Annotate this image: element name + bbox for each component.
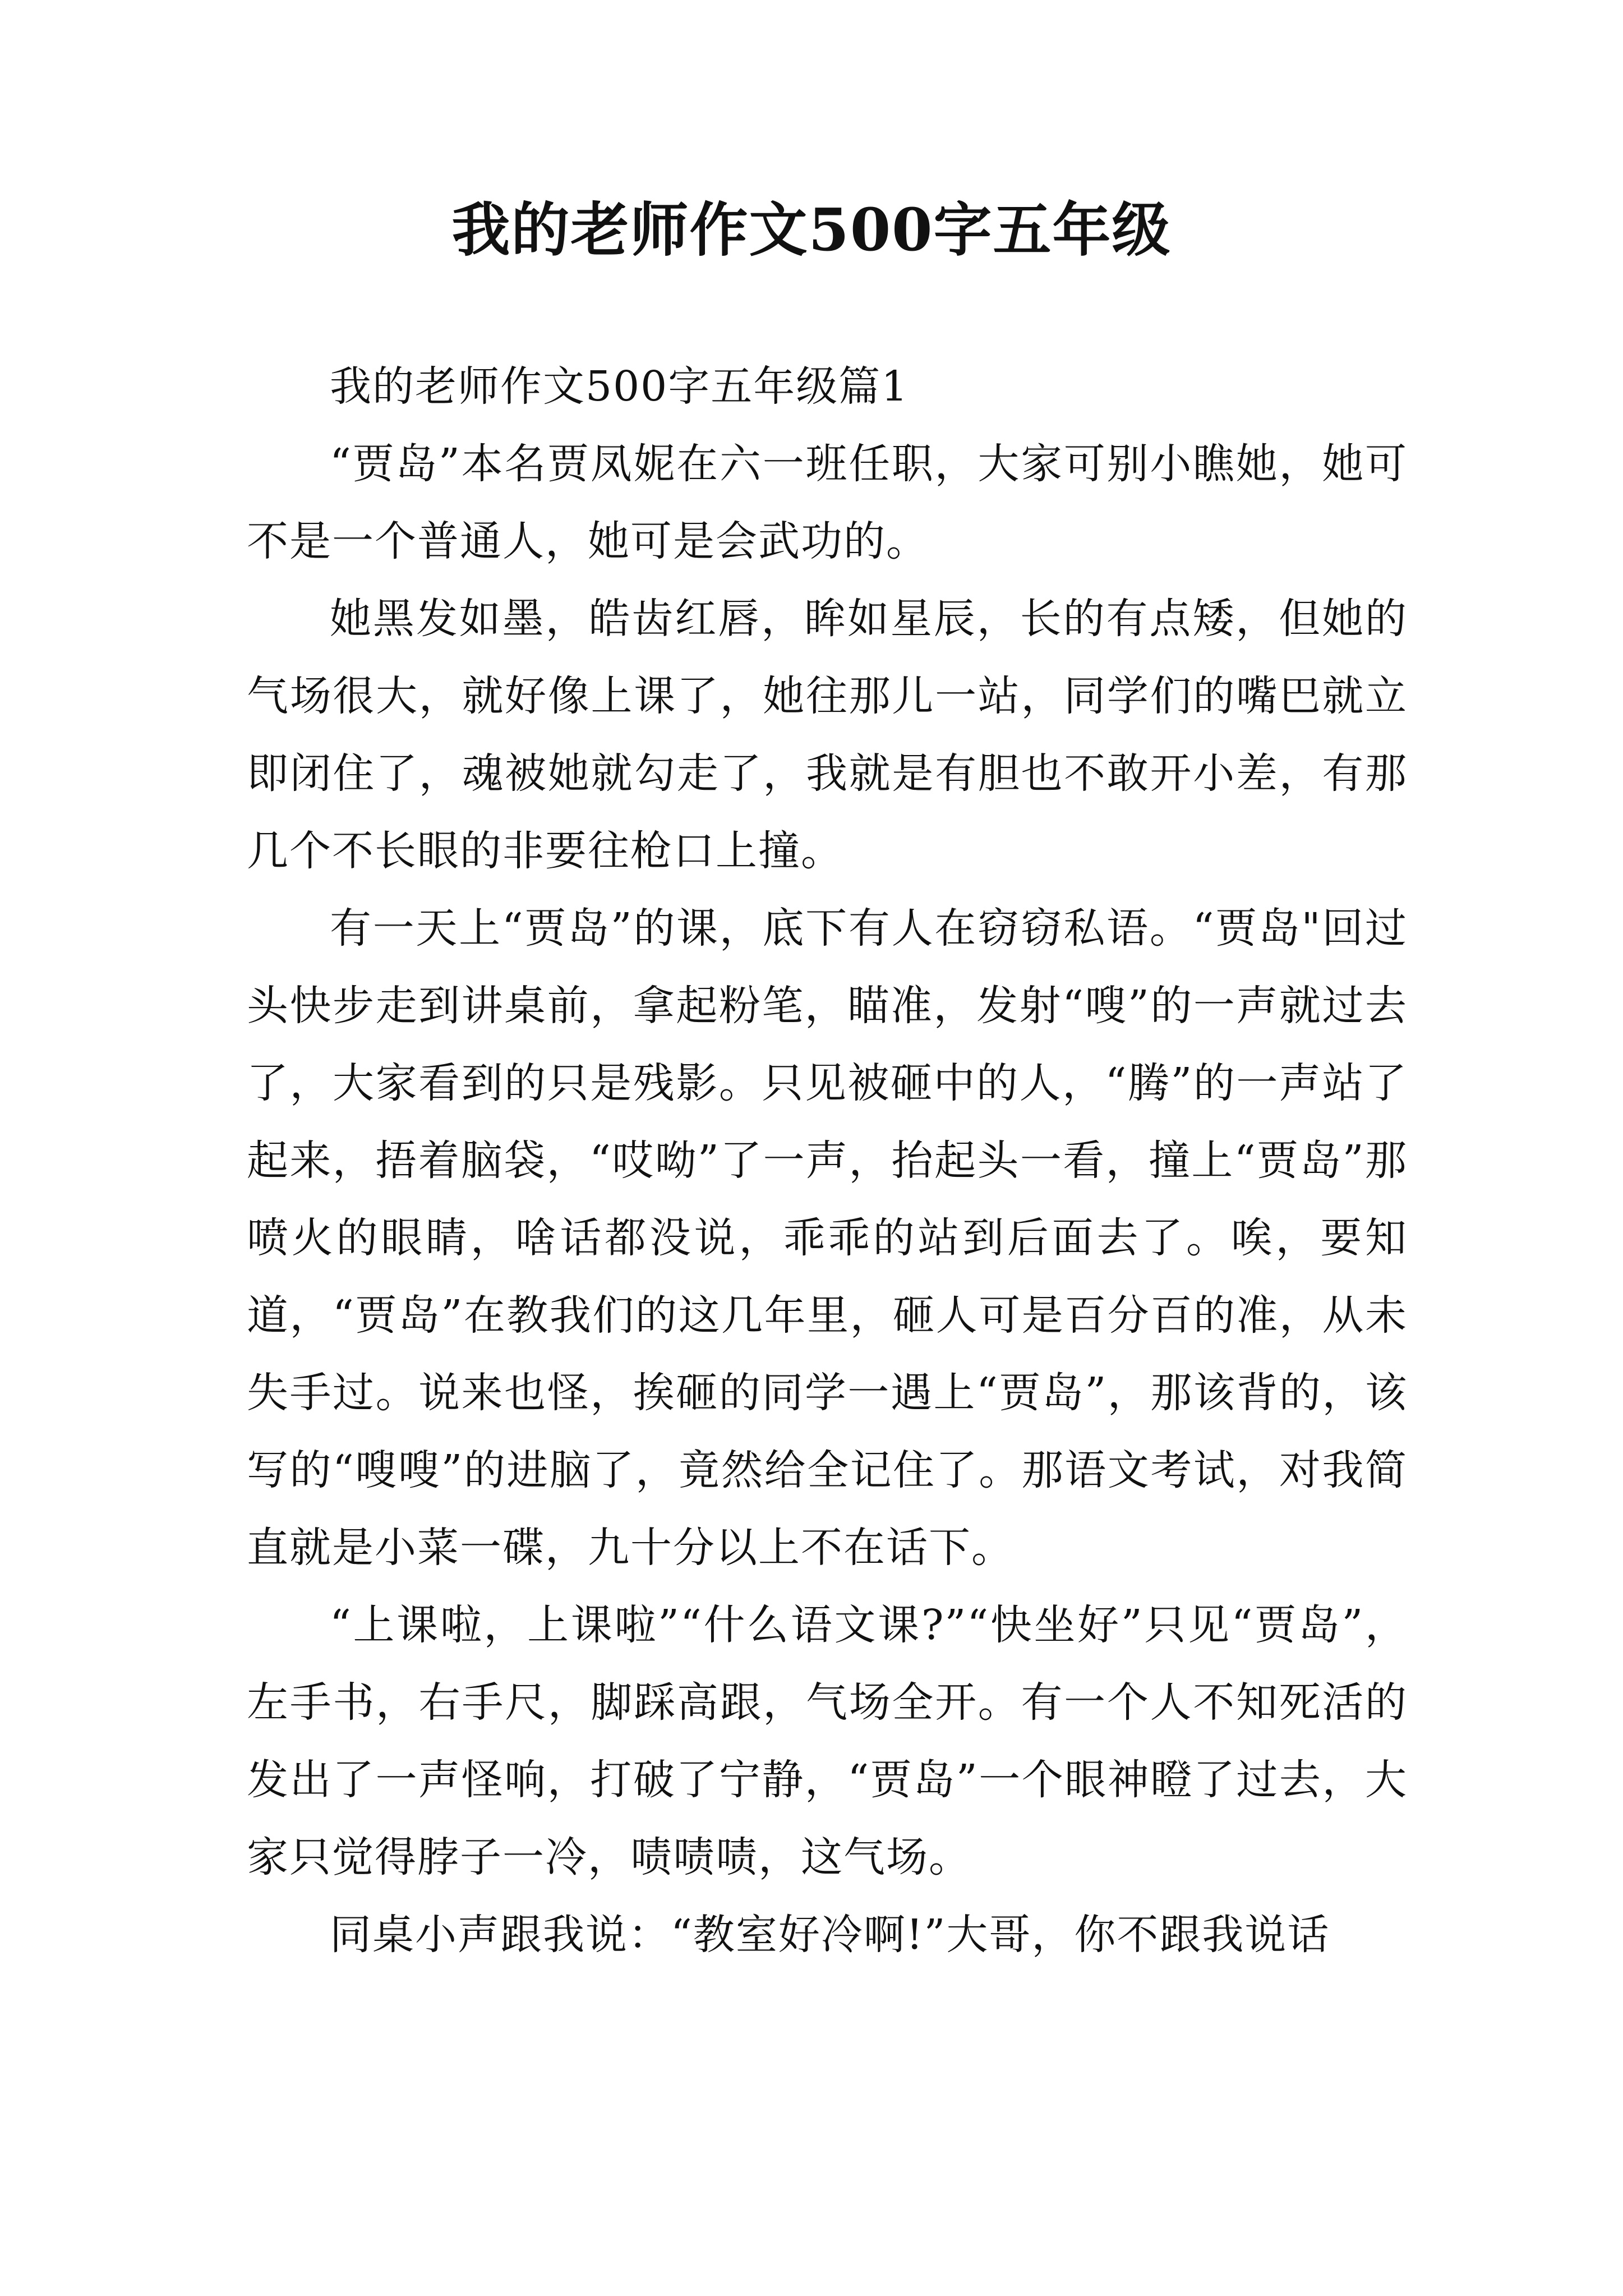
paragraph: 有一天上“贾岛”的课，底下有人在窃窃私语。“贾岛"回过头快步走到讲桌前，拿起粉笔，瞄准，发射“嗖”的一声就过去了，大家看到的只是残影。只见被砸中的人，“腾”的一声站了起来，捂着脑袋，“哎呦”了一声，抬起头一看，撞上“贾岛”那喷火的眼睛，啥话都没说，乖乖的站到后面去了。唉，要知道，“贾岛”在教我们的这几年里，砸人可是百分百的准，从未失手过。说来也怪，挨砸的同学一遇上“贾岛”，那该背的，该写的“嗖嗖”的进脑了，竟然给全记住了。那语文考试，对我简直就是小菜一碟，九十分以上不在话下。 — [247, 904, 1408, 1572]
paragraph: “上课啦，上课啦”“什么语文课?”“快坐好”只见“贾岛”，左手书，右手尺，脚踩高跟，气场全开。有一个人不知死活的发出了一声怪响，打破了宁静，“贾岛”一个眼神瞪了过去，大家只觉得脖子一冷，啧啧啧，这气场。 — [247, 1601, 1408, 1881]
paragraph: 同桌小声跟我说：“教室好冷啊!”大哥，你不跟我说话 — [330, 1911, 1330, 1959]
paragraph: “贾岛”本名贾凤妮在六一班任职，大家可别小瞧她，她可不是一个普通人，她可是会武功的。 — [247, 440, 1408, 565]
document-title: 我的老师作文500字五年级 — [451, 195, 1172, 264]
document-body — [247, 348, 1408, 1973]
section-heading: 我的老师作文500字五年级篇1 — [330, 362, 909, 411]
paragraph: 她黑发如墨，皓齿红唇，眸如星辰，长的有点矮，但她的气场很大，就好像上课了，她往那儿一站，同学们的嘴巴就立即闭住了，魂被她就勾走了，我就是有胆也不敢开小差，有那几个不长眼的非要往枪口上撞。 — [247, 595, 1408, 875]
